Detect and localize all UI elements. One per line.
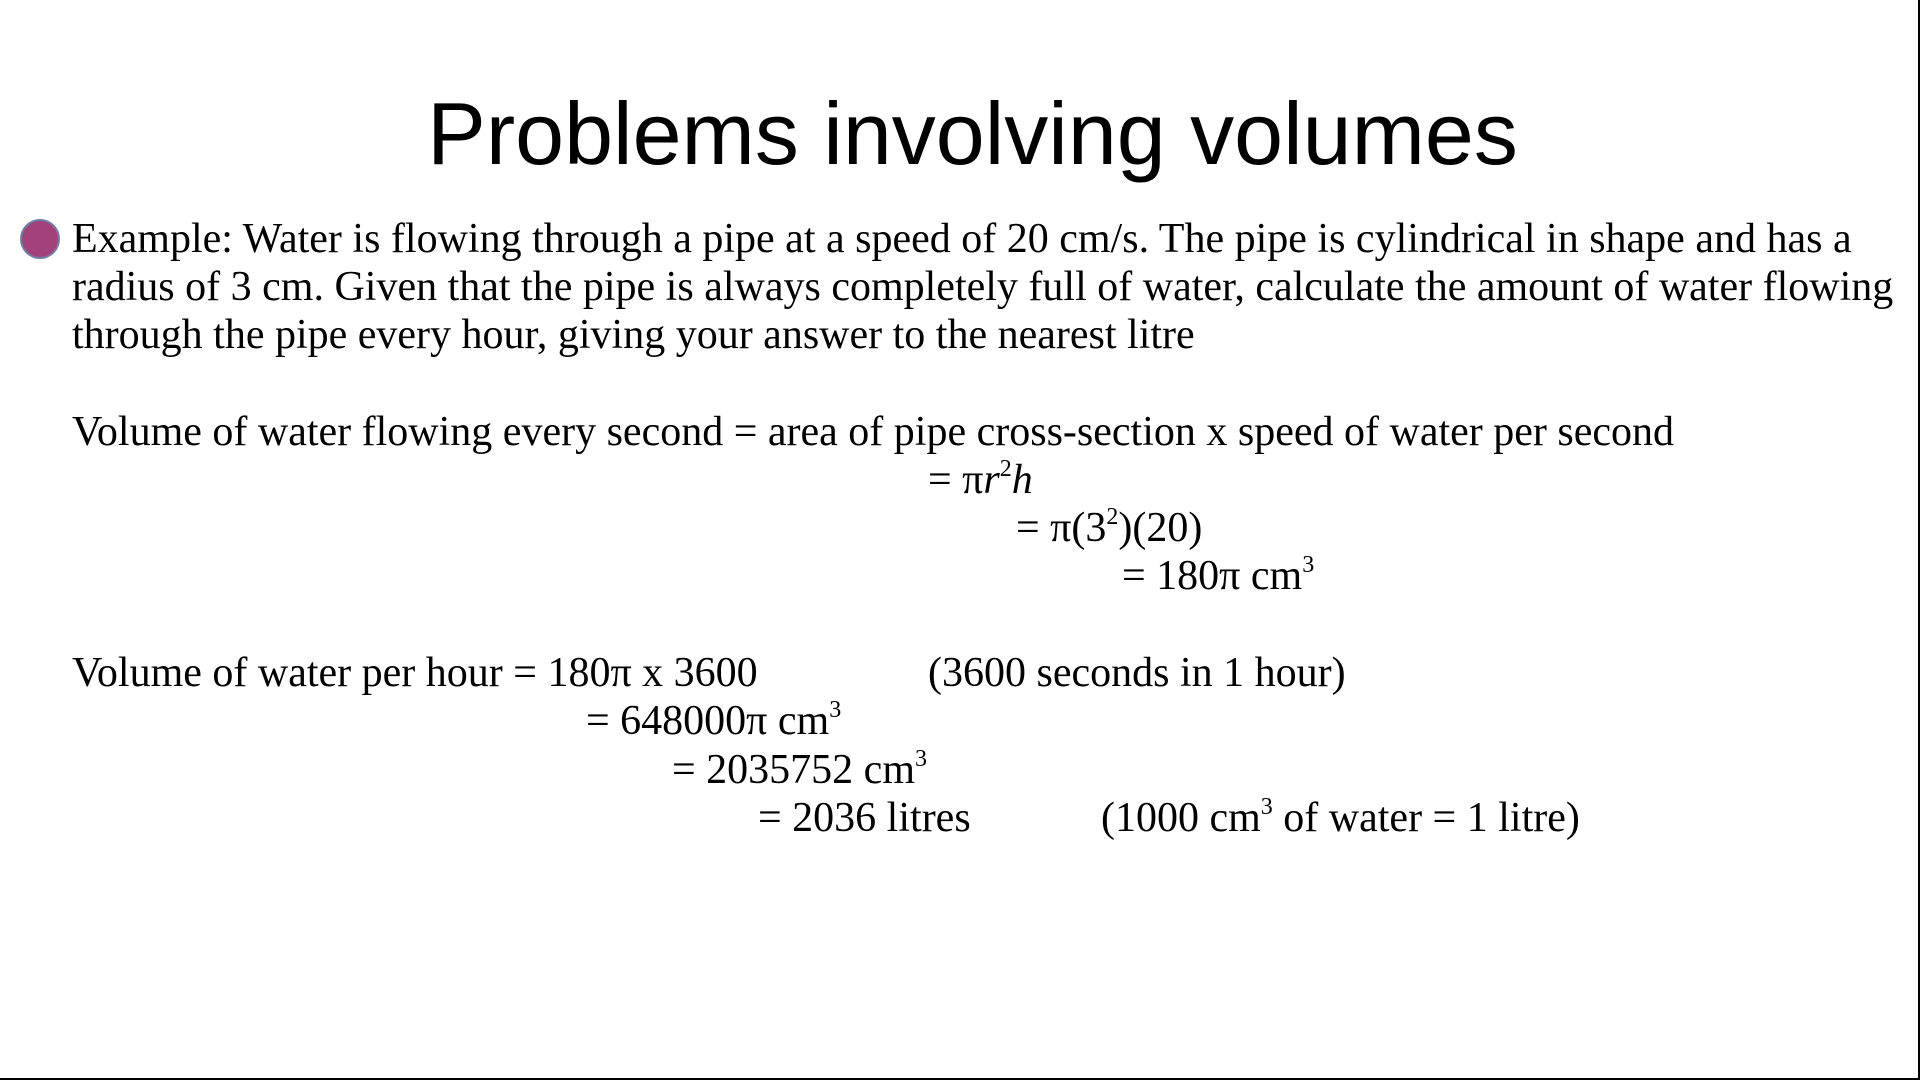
per-second-line-3	[1016, 504, 1202, 552]
formula-exponent: 2	[999, 456, 1012, 482]
per-hour-line-4: = 2036 litres	[758, 795, 971, 841]
per-hour-pi-volume-exponent: 3	[829, 697, 842, 723]
per-second-line-1: Volume of water flowing every second = area of pipe cross-section x speed of water per second	[72, 409, 1675, 455]
per-hour-line-2	[586, 697, 841, 745]
formula-prefix: = π	[928, 457, 984, 503]
note-prefix: (1000 cm	[1101, 795, 1261, 841]
example-text: Example: Water is flowing through a pipe at a speed of 20 cm/s. The pipe is cylindrical in shape and has a radius of 3 cm. Given that the pipe is always completely full of water, calculate the amount of water flowing through the pipe every hour, giving your answer to the nearest litre	[72, 216, 1894, 358]
substitution-prefix: = π(3	[1016, 505, 1107, 551]
per-hour-pi-volume: = 648000π cm	[586, 698, 830, 744]
formula-h: h	[1011, 457, 1033, 503]
bullet-icon	[20, 219, 60, 259]
per-hour-note-2	[1101, 794, 1580, 842]
per-second-result: = 180π cm	[1122, 553, 1303, 599]
per-hour-line-3	[672, 746, 927, 794]
note-suffix: of water = 1 litre)	[1272, 795, 1580, 841]
substitution-suffix: )(20)	[1118, 505, 1203, 551]
note-exponent: 3	[1260, 794, 1273, 820]
substitution-exponent: 2	[1106, 504, 1119, 530]
per-second-line-2	[928, 456, 1033, 504]
per-hour-line-1: Volume of water per hour = 180π x 3600	[72, 650, 758, 696]
per-hour-note-1: (3600 seconds in 1 hour)	[928, 650, 1346, 696]
per-second-line-4	[1122, 552, 1314, 600]
per-hour-volume-exponent: 3	[915, 746, 927, 772]
formula-r: r	[983, 457, 1000, 503]
per-hour-volume: = 2035752 cm	[672, 747, 915, 793]
slide-title: Problems involving volumes	[427, 84, 1518, 183]
per-second-result-exponent: 3	[1302, 552, 1315, 578]
